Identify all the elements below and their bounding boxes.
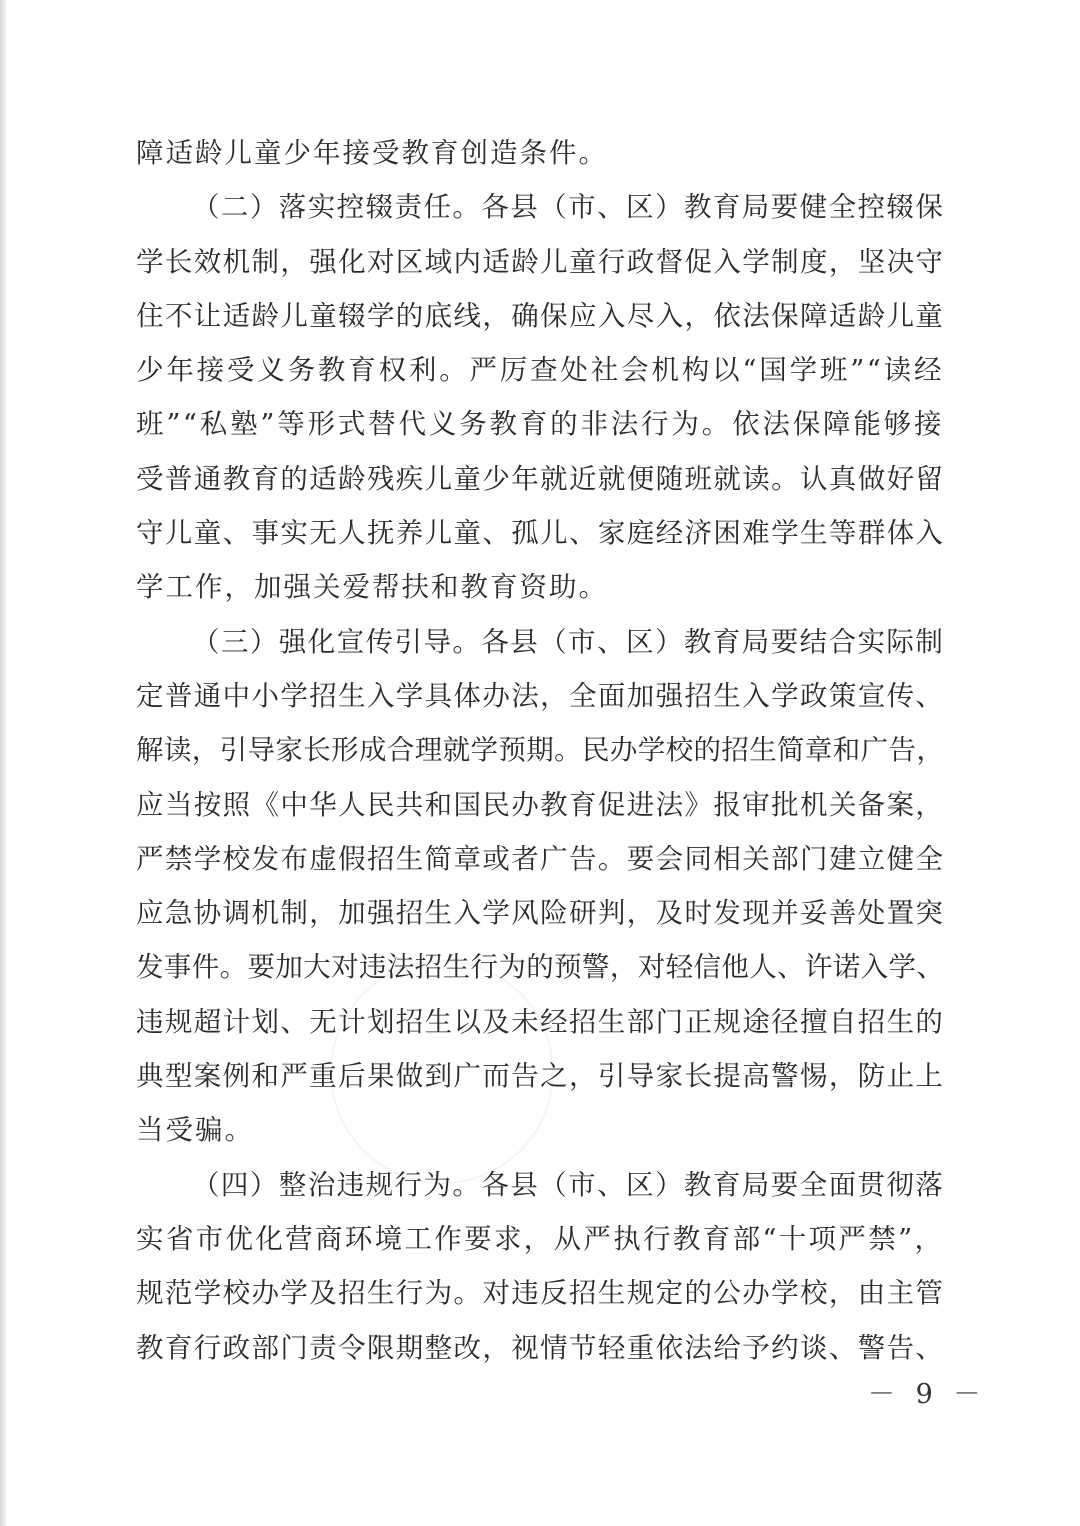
text-line: 典型案例和严重后果做到广而告之，引导家长提高警惕，防止上 bbox=[136, 1060, 944, 1093]
text-line: 解读，引导家长形成合理就学预期。民办学校的招生简章和广告， bbox=[136, 734, 944, 767]
body-text bbox=[136, 126, 944, 1375]
page-edge-shadow bbox=[0, 0, 6, 1526]
text-line: 障适龄儿童少年接受教育创造条件。 bbox=[136, 137, 608, 169]
page-number: － 9 － bbox=[868, 1379, 987, 1410]
text-line: 实省市优化营商环境工作要求，从严执行教育部“十项严禁”， bbox=[136, 1222, 944, 1255]
text-line: 学工作，加强关爱帮扶和教育资助。 bbox=[136, 571, 608, 604]
text-line: 应当按照《中华人民共和国民办教育促进法》报审批机关备案， bbox=[136, 788, 944, 821]
text-line: 当受骗。 bbox=[136, 1114, 254, 1147]
text-line: 住不让适龄儿童辍学的底线，确保应入尽入，依法保障适龄儿童 bbox=[136, 299, 944, 332]
text-line: 受普通教育的适龄残疾儿童少年就近就便随班就读。认真做好留 bbox=[136, 462, 944, 495]
paragraph-heading-line: （三）强化宣传引导。各县（市、区）教育局要结合实际制 bbox=[192, 625, 944, 658]
text-line: 教育行政部门责令限期整改，视情节轻重依法给予约谈、警告、 bbox=[136, 1331, 944, 1364]
text-line: 规范学校办学及招生行为。对违反招生规定的公办学校，由主管 bbox=[136, 1277, 944, 1310]
text-line: 定普通中小学招生入学具体办法，全面加强招生入学政策宣传、 bbox=[136, 679, 944, 712]
paragraph-heading-line: （二）落实控辍责任。各县（市、区）教育局要健全控辍保 bbox=[192, 191, 944, 224]
text-line: 严禁学校发布虚假招生简章或者广告。要会同相关部门建立健全 bbox=[136, 842, 944, 875]
text-line: 少年接受义务教育权利。严厉查处社会机构以“国学班”“读经 bbox=[136, 354, 944, 387]
text-line: 班”“私塾”等形式替代义务教育的非法行为。依法保障能够接 bbox=[136, 408, 944, 441]
text-line: 学长效机制，强化对区域内适龄儿童行政督促入学制度，坚决守 bbox=[136, 245, 944, 278]
text-line: 应急协调机制，加强招生入学风险研判，及时发现并妥善处置突 bbox=[136, 897, 944, 930]
text-line: 发事件。要加大对违法招生行为的预警，对轻信他人、许诺入学、 bbox=[136, 951, 944, 984]
text-line: 违规超计划、无计划招生以及未经招生部门正规途径擅自招生的 bbox=[136, 1005, 944, 1038]
paragraph-heading-line: （四）整治违规行为。各县（市、区）教育局要全面贯彻落 bbox=[192, 1168, 944, 1201]
text-line: 守儿童、事实无人抚养儿童、孤儿、家庭经济困难学生等群体入 bbox=[136, 517, 944, 550]
